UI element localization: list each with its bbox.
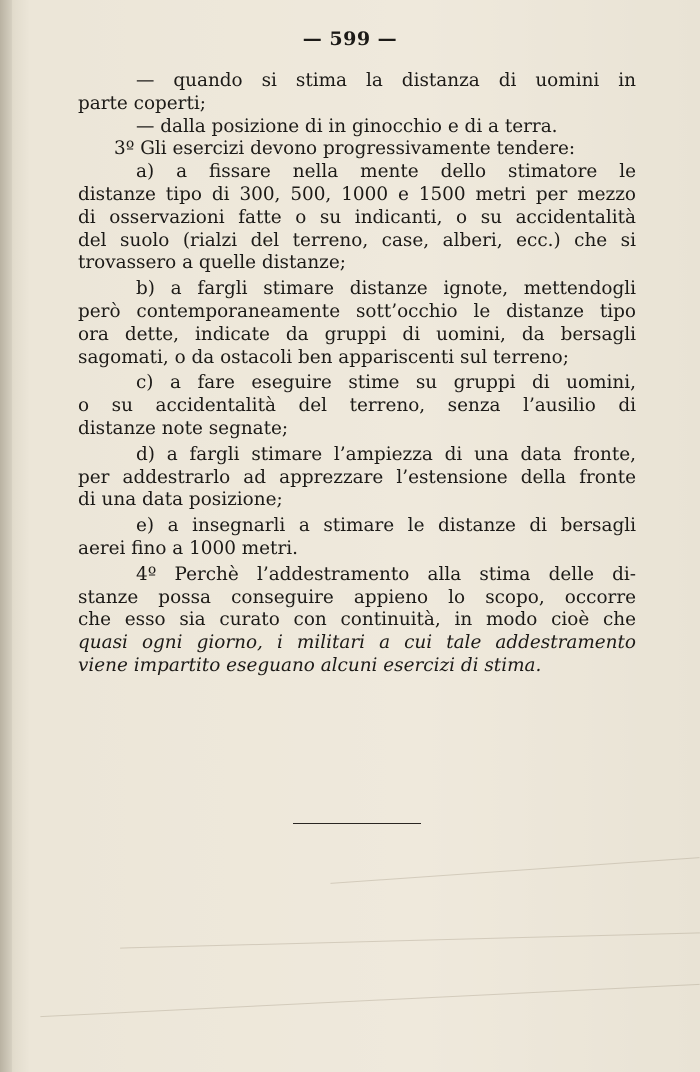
paper-crease bbox=[120, 932, 700, 948]
body-text bbox=[78, 70, 636, 678]
text-line: del suolo (rialzi del terreno, case, alberi, ecc.) che si bbox=[78, 229, 636, 251]
text-line: viene impartito eseguano alcuni esercizi di stima. bbox=[78, 654, 542, 676]
page-number: — 599 — bbox=[302, 28, 398, 50]
text-line: distanze tipo di 300, 500, 1000 e 1500 metri per mezzo bbox=[78, 183, 636, 205]
text-line: stanze possa conseguire appieno lo scopo, occorre bbox=[78, 586, 636, 608]
paper-crease bbox=[330, 857, 699, 884]
text-line: trovassero a quelle distanze; bbox=[78, 252, 346, 274]
text-line: o su accidentalità del terreno, senza l’ausilio di bbox=[78, 395, 636, 417]
item-d-line: d) a fargli stimare l’ampiezza di una data fronte, bbox=[136, 443, 636, 465]
item-a-line: a) a fissare nella mente dello stimatore le bbox=[136, 161, 636, 183]
paper-crease bbox=[40, 984, 699, 1017]
text-line: di una data posizione; bbox=[78, 489, 283, 511]
text-line: — quando si stima la distanza di uomini in bbox=[136, 70, 636, 91]
text-line: quasi ogni giorno, i militari a cui tale addestramento bbox=[78, 632, 636, 654]
text-line: aerei fino a 1000 metri. bbox=[78, 537, 298, 559]
text-line: parte coperti; bbox=[78, 92, 206, 114]
text-line: che esso sia curato con continuità, in modo cioè che bbox=[78, 609, 636, 631]
text-line: distanze note segnate; bbox=[78, 417, 289, 439]
text-line: — dalla posizione di in ginocchio e di a terra. bbox=[136, 115, 558, 137]
text-line: sagomati, o da ostacoli ben appariscenti sul terreno; bbox=[78, 346, 569, 368]
text-line: ora dette, indicate da gruppi di uomini, da bersagli bbox=[78, 323, 636, 345]
text-line: di osservazioni fatte o su indicanti, o su accidentalità bbox=[78, 206, 636, 228]
book-spine-edge bbox=[0, 0, 12, 1072]
closing-rule bbox=[293, 823, 421, 824]
item-c-line: c) a fare eseguire stime su gruppi di uomini, bbox=[136, 372, 636, 394]
item-b-line: b) a fargli stimare distanze ignote, mettendogli bbox=[136, 278, 636, 300]
text-line: però contemporaneamente sott’occhio le distanze tipo bbox=[78, 300, 636, 322]
item-e-line: e) a insegnarli a stimare le distanze di bersagli bbox=[136, 515, 636, 537]
section-heading-3: 3º Gli esercizi devono progressivamente tendere: bbox=[114, 138, 576, 160]
section-heading-4: 4º Perchè l’addestramento alla stima delle di- bbox=[136, 563, 636, 585]
text-line: per addestrarlo ad apprezzare l’estensione della fronte bbox=[78, 466, 636, 488]
